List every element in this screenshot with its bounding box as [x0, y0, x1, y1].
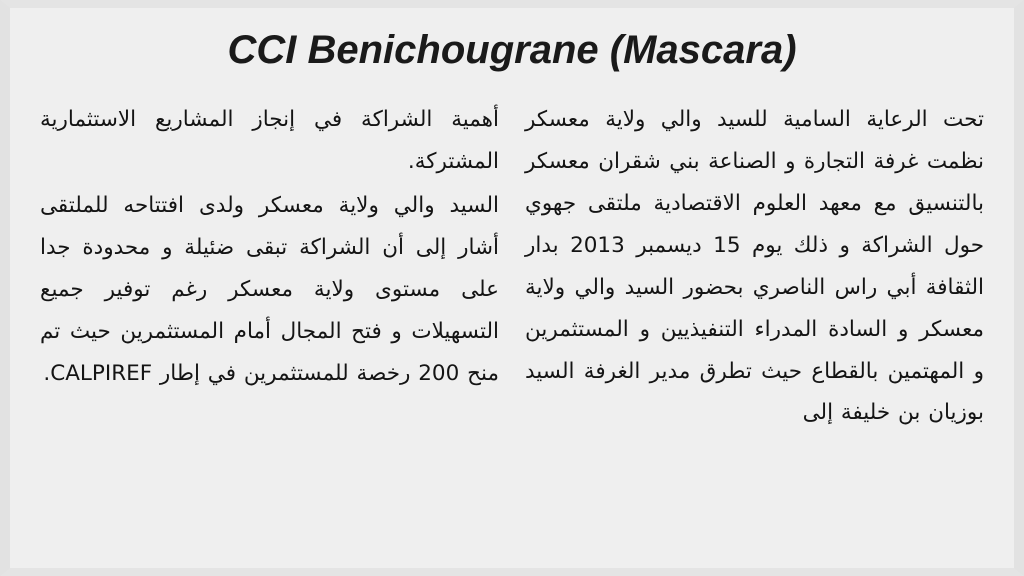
slide-body [14, 77, 1010, 568]
text-column-right [525, 99, 984, 436]
page-title: CCI Benichougrane (Mascara) [227, 28, 797, 72]
paragraph: السيد والي ولاية معسكر ولدى افتتاحه للملتقى أشار إلى أن الشراكة تبقى ضئيلة و محدودة جدا على مستوى ولاية معسكر رغم توفير جميع التسهيلات و فتح المجال أمام المستثمرين حيث تم منح 200 رخصة للمستثمرين في إطار CALPIREF. [40, 192, 499, 386]
text-column-left [40, 99, 499, 396]
slide-title-bar [14, 10, 1010, 77]
paragraph: أهمية الشراكة في إنجاز المشاريع الاستثمارية المشتركة. [40, 107, 499, 174]
paragraph: تحت الرعاية السامية للسيد والي ولاية معسكر نظمت غرفة التجارة و الصناعة بني شقران معسكر بالتنسيق مع معهد العلوم الاقتصادية ملتقى جهوي حول الشراكة و ذلك يوم 15 ديسمبر 2013 بدار الثقافة أبي راس الناصري بحضور السيد والي ولاية معسكر و السادة المدراء التنفيذيين و المستثمرين و المهتمين بالقطاع حيث تطرق مدير الغرفة السيد بوزيان بن خليفة إلى [525, 107, 984, 426]
